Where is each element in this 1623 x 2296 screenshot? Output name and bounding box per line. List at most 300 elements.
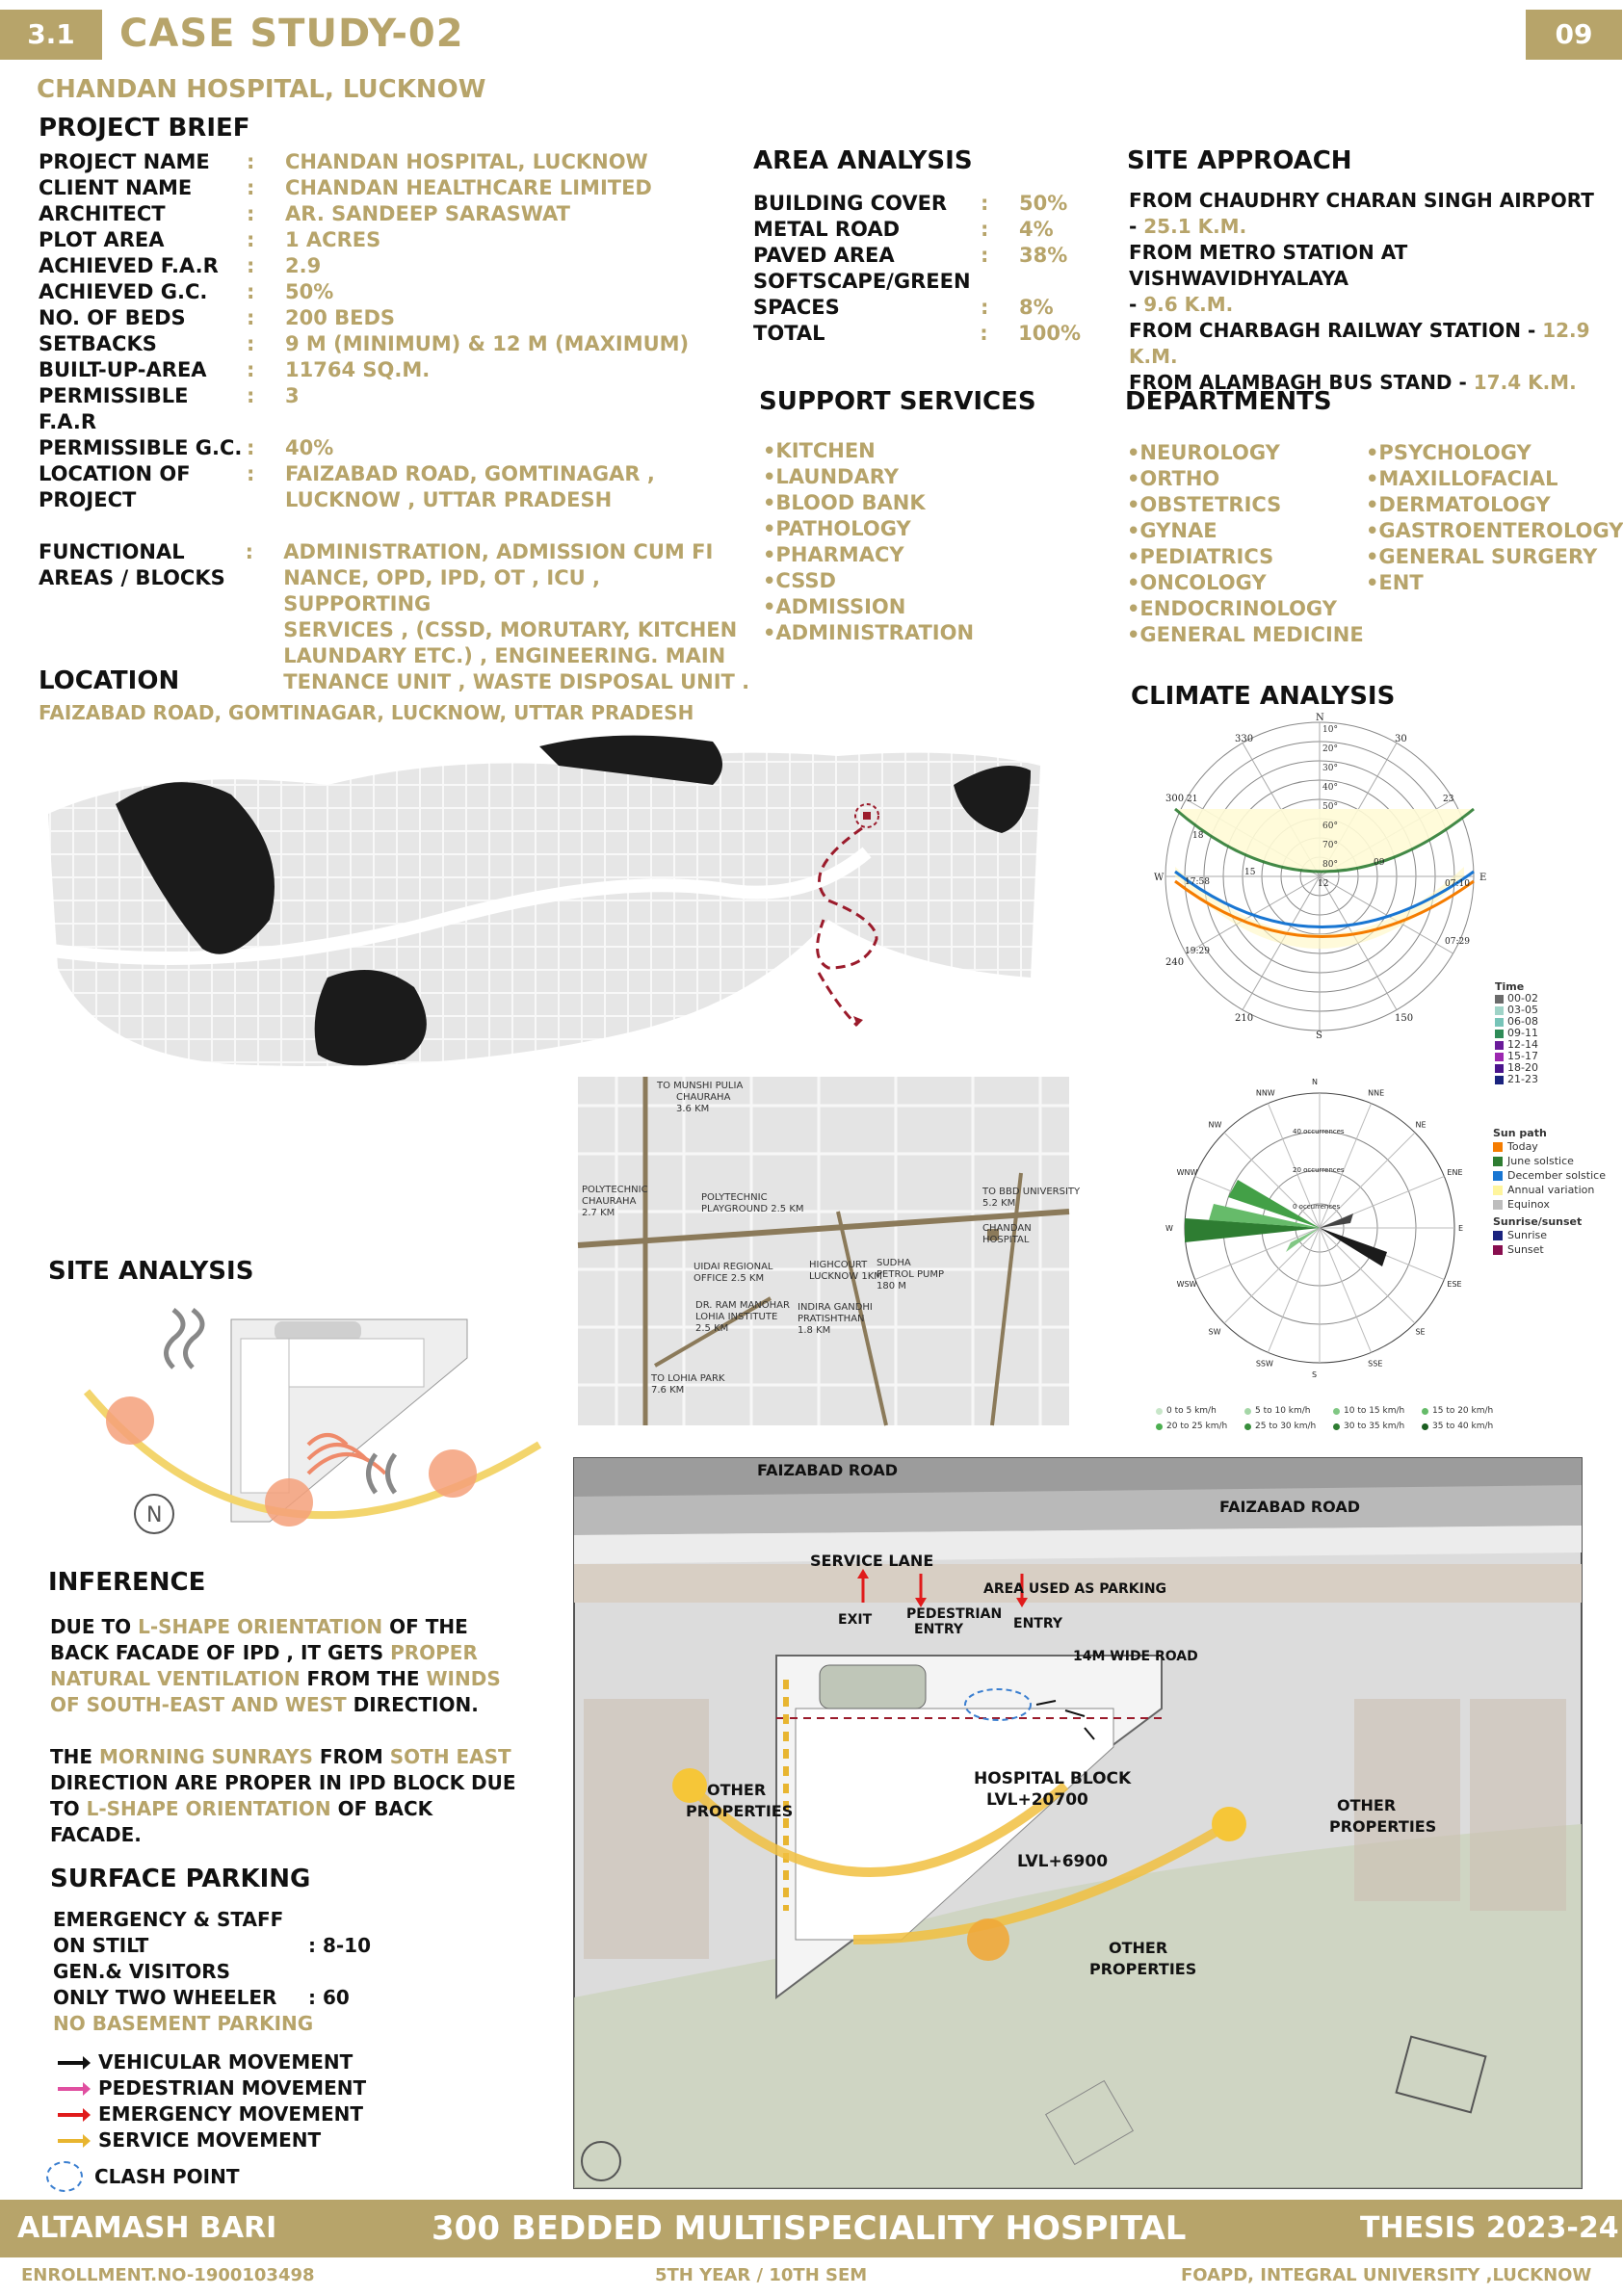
site-plan-label: HOSPITAL BLOCK — [974, 1769, 1132, 1788]
approach-line — [1129, 292, 1610, 318]
map-place-label: INDIRA GANDHI PRATISHTHAN 1.8 KM — [798, 1302, 873, 1336]
sun-ring-label: 20° — [1322, 744, 1338, 754]
brief-colon: : — [247, 202, 255, 225]
legend-arrow-icon — [58, 2113, 85, 2117]
site-plan-label: ENTRY — [914, 1622, 963, 1637]
brief-value: 9 M (MINIMUM) & 12 M (MAXIMUM) — [285, 332, 690, 355]
sun-right — [1212, 1807, 1246, 1841]
area-row — [753, 243, 1081, 269]
approach-line — [1129, 240, 1610, 292]
brief-row — [39, 331, 751, 357]
legend-swatch — [1495, 1076, 1504, 1084]
project-brief-heading: PROJECT BRIEF — [39, 114, 250, 143]
time-legend-label: 03-05 — [1507, 1004, 1538, 1016]
site-plan-label: OTHER — [1109, 1939, 1168, 1957]
sun-compass-label: 210 — [1235, 1013, 1254, 1024]
department-item: •ENDOCRINOLOGY — [1127, 597, 1337, 620]
approach-line — [1129, 318, 1610, 370]
wind-compass-label: ESE — [1447, 1280, 1462, 1290]
map-place-label: SUDHA PETROL PUMP 180 M — [877, 1258, 945, 1292]
inference-line — [50, 1666, 501, 1692]
inference-segment: BACK FACADE OF IPD , IT GETS — [50, 1641, 391, 1664]
time-legend-label: 06-08 — [1507, 1015, 1538, 1028]
parking-line-4-value: : 60 — [308, 1986, 350, 2009]
legend-swatch — [1244, 1408, 1251, 1415]
page-number-badge: 09 — [1526, 10, 1622, 60]
legend-swatch — [1156, 1408, 1163, 1415]
brief-key: PERMISSIBLE G.C. — [39, 436, 243, 459]
clash-point-label: CLASH POINT — [94, 2164, 240, 2188]
approach-text: FROM CHAUDHRY CHARAN SINGH AIRPORT — [1129, 189, 1594, 212]
functional-value-line: LAUNDARY ETC.) , ENGINEERING. MAIN — [283, 644, 726, 667]
wind-compass-label: SE — [1415, 1327, 1426, 1337]
site-plan-label: ENTRY — [1013, 1616, 1062, 1631]
legend-swatch — [1495, 1030, 1504, 1038]
college-name: FOAPD, INTEGRAL UNIVERSITY ,LUCKNOW — [1181, 2265, 1592, 2285]
department-item: •DERMATOLOGY — [1366, 493, 1551, 516]
site-plan-label: SERVICE LANE — [810, 1552, 934, 1570]
map-place-label: TO MUNSHI PULIA CHAURAHA 3.6 KM — [657, 1081, 744, 1114]
sun-compass-label: S — [1316, 1031, 1322, 1041]
area-key: SOFTSCAPE/GREEN — [753, 270, 971, 293]
sun-compass-label: 240 — [1165, 957, 1185, 968]
wind-compass-label: S — [1312, 1370, 1318, 1379]
parking-line-2: ON STILT — [53, 1934, 149, 1957]
wind-speed-label: 25 to 30 km/h — [1255, 1422, 1317, 1431]
legend-swatch — [1493, 1157, 1503, 1166]
legend-swatch — [1493, 1200, 1503, 1210]
sun-hour-label: 17:58 — [1185, 877, 1210, 887]
site-plan-label: LVL+20700 — [986, 1790, 1088, 1810]
brief-row — [39, 279, 751, 305]
sun-hour-label: 21 — [1187, 795, 1198, 804]
brief-colon: : — [247, 332, 255, 355]
support-service-item: •PHARMACY — [763, 543, 904, 566]
enrollment-number: ENROLLMENT.NO-1900103498 — [21, 2265, 315, 2285]
inference-segment: NATURAL VENTILATION — [50, 1667, 301, 1690]
brief-row — [39, 383, 751, 435]
author-name: ALTAMASH BARI — [17, 2211, 277, 2245]
inference-line — [50, 1822, 516, 1848]
legend-swatch — [1495, 1006, 1504, 1015]
brief-row — [39, 201, 751, 227]
area-row — [753, 191, 1081, 217]
project-subtitle: CHANDAN HOSPITAL, LUCKNOW — [37, 75, 486, 104]
time-legend — [1495, 980, 1538, 1085]
brief-colon: : — [247, 176, 255, 199]
legend-swatch — [1495, 1018, 1504, 1027]
legend-swatch — [1422, 1408, 1428, 1415]
sun-compass-label: W — [1154, 873, 1165, 883]
sun-ring-label: 40° — [1322, 783, 1338, 793]
brief-row — [39, 227, 751, 253]
inference-segment: OF BACK — [330, 1797, 433, 1820]
brief-row — [39, 305, 751, 331]
support-services-heading: SUPPORT SERVICES — [759, 387, 1036, 416]
parking-line-1: EMERGENCY & STAFF — [53, 1908, 284, 1931]
inference-segment: DIRECTION ARE PROPER IN IPD BLOCK DUE — [50, 1771, 516, 1794]
area-analysis-table — [753, 191, 1081, 347]
approach-text: FROM ALAMBAGH BUS STAND - — [1129, 371, 1474, 394]
functional-value-line: TENANCE UNIT , WASTE DISPOSAL UNIT . — [283, 670, 750, 693]
sun-noon — [265, 1478, 313, 1526]
brief-row — [39, 435, 751, 461]
surface-parking-table — [53, 1907, 438, 2037]
sunpath-legend-row — [1493, 1197, 1606, 1212]
brief-row — [39, 357, 751, 383]
approach-text: - — [1129, 215, 1144, 238]
legend-swatch — [1493, 1231, 1503, 1240]
brief-colon: : — [247, 254, 255, 277]
approach-text: FROM CHARBAGH RAILWAY STATION - — [1129, 319, 1543, 342]
inference-segment: FROM — [312, 1745, 390, 1768]
approach-distance: 12.9 K.M. — [1129, 319, 1590, 368]
parking-line-2-value: : 8-10 — [308, 1934, 372, 1957]
wind-speed-label: 15 to 20 km/h — [1432, 1406, 1494, 1416]
inference-segment: SOTH EAST — [389, 1745, 511, 1768]
functional-value-line: ADMINISTRATION, ADMISSION CUM FI — [283, 540, 714, 563]
area-colon: : — [981, 218, 989, 241]
brief-value: 50% — [285, 280, 334, 303]
location-key-1: LOCATION OF — [39, 462, 191, 485]
area-colon — [981, 269, 1019, 295]
site-plan-label: EXIT — [838, 1612, 873, 1628]
area-value: 50% — [1019, 192, 1068, 215]
approach-distance: 9.6 K.M. — [1143, 293, 1234, 316]
area-key: METAL ROAD — [753, 218, 901, 241]
department-item: •MAXILLOFACIAL — [1366, 467, 1558, 490]
brief-key: NO. OF BEDS — [39, 306, 186, 329]
wind-speed-label: 30 to 35 km/h — [1344, 1422, 1405, 1431]
sunpath-legend-label: Sunset — [1507, 1243, 1544, 1256]
brief-colon: : — [247, 358, 255, 381]
site-approach-heading: SITE APPROACH — [1127, 146, 1352, 175]
legend-row — [58, 2049, 366, 2075]
department-item: •NEUROLOGY — [1127, 441, 1280, 464]
location-map — [39, 727, 1050, 1079]
area-colon: : — [981, 192, 989, 215]
inference-segment: FACADE. — [50, 1823, 142, 1846]
functional-key-2: AREAS / BLOCKS — [39, 566, 225, 589]
area-value: 4% — [1019, 218, 1054, 241]
brief-colon: : — [247, 384, 255, 407]
sun-east — [106, 1396, 154, 1445]
approach-distance: 17.4 K.M. — [1473, 371, 1577, 394]
wind-speed-legend — [1156, 1406, 1522, 1437]
wind-compass-label: NNE — [1368, 1088, 1385, 1098]
wind-speed-item — [1422, 1422, 1510, 1431]
inference-line — [50, 1692, 501, 1718]
legend-row — [58, 2075, 366, 2101]
sun-compass-label: 150 — [1395, 1013, 1414, 1024]
sun-ring-label: 70° — [1322, 841, 1338, 850]
brief-key: CLIENT NAME — [39, 176, 193, 199]
wind-compass-label: W — [1165, 1224, 1173, 1233]
project-brief-table: PROJECT NAME : CHANDAN HOSPITAL, LUCKNOW CLIENT NAME : CHANDAN HEALTHCARE LIMITED ARCHITECT : AR. SANDEEP SARASWAT PLOT AREA : 1 ACRES ACHIEVED F.A.R : 2.9 ACHIEVED G.C. : 50% NO. OF BEDS : 200 BEDS SETBACKS : 9 M (MINIMUM) & 12 M (MAXIMUM) BUILT-UP-AREA : 11764 SQ.M. PERMISSIBLE F.A.R : 3 PERMISSIBLE G.C. : 40% LOCATION OF PROJECT : FAIZABAD ROAD, GOMTINAGAR , LUCKNOW , UTTAR PRADESH FUNCTIONAL AREAS / BLOCKS : ADMINISTRATION, ADMISSION CUM FI NANCE, OPD, IPD, OT , ICU , SUPPORTING SERVICES , (CSSD, MORUTARY, KITCHEN LAUNDARY ETC.) , ENGINEERING. MAIN TENANCE UNIT , WASTE DISPOSAL UNIT . — [39, 150, 750, 693]
inference-segment: FROM THE — [300, 1667, 427, 1690]
sun-hour-label: 18 — [1192, 831, 1204, 841]
time-legend-label: 21-23 — [1507, 1073, 1538, 1085]
site-plan-label: PROPERTIES — [1329, 1817, 1437, 1836]
sunpath-legend-row — [1493, 1228, 1606, 1242]
functional-value-line: SERVICES , (CSSD, MORUTARY, KITCHEN — [283, 618, 738, 641]
wind-compass-label: N — [1312, 1078, 1318, 1086]
inference-segment: OF SOUTH-EAST AND WEST — [50, 1693, 347, 1716]
legend-row — [58, 2101, 366, 2127]
inference-heading: INFERENCE — [48, 1568, 206, 1597]
wind-compass-label: SW — [1208, 1327, 1221, 1337]
time-legend-row — [1495, 1074, 1538, 1085]
sun-ring-label: 50° — [1322, 802, 1338, 812]
departments-list-1 — [1127, 440, 1364, 648]
clash-point-legend — [46, 2161, 240, 2192]
sun-left — [672, 1768, 707, 1803]
sunpath-legend-title: Sun path — [1493, 1127, 1547, 1139]
legend-swatch — [1495, 1064, 1504, 1073]
site-plan-label: AREA USED AS PARKING — [983, 1581, 1167, 1597]
brief-key: PROJECT NAME — [39, 150, 210, 173]
legend-swatch — [1493, 1186, 1503, 1195]
time-legend-label: 15-17 — [1507, 1050, 1538, 1062]
wind-compass-label: NE — [1415, 1120, 1427, 1130]
approach-text: - — [1129, 293, 1144, 316]
map-place-label: POLYTECHNIC PLAYGROUND 2.5 KM — [701, 1192, 804, 1214]
brief-key: PERMISSIBLE F.A.R — [39, 384, 189, 433]
wind-speed-label: 35 to 40 km/h — [1432, 1422, 1494, 1431]
brief-value: 11764 SQ.M. — [285, 358, 431, 381]
brief-key: ACHIEVED F.A.R — [39, 254, 219, 277]
area-row — [753, 217, 1081, 243]
parking-line-5: NO BASEMENT PARKING — [53, 2012, 314, 2035]
site-plan-label: LVL+6900 — [1017, 1852, 1109, 1871]
legend-swatch — [1333, 1423, 1340, 1430]
brief-key: ARCHITECT — [39, 202, 166, 225]
site-plan-label: OTHER — [1337, 1796, 1397, 1814]
inference-line — [50, 1770, 516, 1796]
map-place-label: CHANDAN HOSPITAL — [982, 1223, 1032, 1245]
wind-ring-label: 40 occurrences — [1293, 1128, 1345, 1135]
wind-speed-label: 5 to 10 km/h — [1255, 1406, 1311, 1416]
brief-key: ACHIEVED G.C. — [39, 280, 208, 303]
sun-ring-label: 10° — [1322, 725, 1338, 735]
brief-value: 3 — [285, 384, 300, 407]
wind-speed-item — [1422, 1406, 1510, 1416]
inference-segment: THE — [50, 1745, 100, 1768]
department-item: •GENERAL SURGERY — [1366, 545, 1598, 568]
area-key: PAVED AREA — [753, 244, 895, 267]
area-value: 8% — [1019, 296, 1054, 319]
sunpath-legend-label: December solstice — [1507, 1169, 1606, 1182]
sun-hour-label: 23 — [1443, 795, 1454, 804]
brief-value: 200 BEDS — [285, 306, 396, 329]
sun-hour-label: 07:29 — [1445, 937, 1470, 947]
brief-colon: : — [247, 306, 255, 329]
map-place-label: POLYTECHNIC CHAURAHA 2.7 KM — [582, 1185, 648, 1218]
legend-swatch — [1244, 1423, 1251, 1430]
site-plan-label: FAIZABAD ROAD — [1219, 1498, 1360, 1516]
time-legend-label: 09-11 — [1507, 1027, 1538, 1039]
legend-swatch — [1156, 1423, 1163, 1430]
sunpath-legend-label: June solstice — [1507, 1155, 1574, 1167]
dense-area-4 — [315, 970, 427, 1065]
sun-ring-label: 60° — [1322, 822, 1338, 831]
department-item: •PEDIATRICS — [1127, 545, 1274, 568]
inference-line — [50, 1640, 501, 1666]
svg-text:N: N — [146, 1503, 163, 1527]
legend-arrow-icon — [58, 2061, 85, 2065]
sunpath-legend-label: Equinox — [1507, 1198, 1550, 1211]
sun-compass-label: 30 — [1395, 734, 1407, 744]
sunrise-legend-title: Sunrise/sunset — [1493, 1215, 1583, 1228]
support-service-item: •BLOOD BANK — [763, 491, 926, 514]
department-item: •PSYCHOLOGY — [1366, 441, 1531, 464]
site-plan-label: OTHER — [707, 1781, 767, 1799]
legend-swatch — [1493, 1142, 1503, 1152]
site-plan-label: PROPERTIES — [1089, 1960, 1197, 1978]
wind-speed-item — [1244, 1406, 1333, 1416]
legend-swatch — [1495, 995, 1504, 1004]
area-key: TOTAL — [753, 322, 825, 345]
footer — [0, 2200, 1622, 2296]
semester: 5TH YEAR / 10TH SEM — [655, 2265, 868, 2285]
inference-segment: WINDS — [426, 1667, 501, 1690]
departments-list-2 — [1366, 440, 1623, 596]
legend-label: VEHICULAR MOVEMENT — [98, 2050, 353, 2074]
brief-key: PLOT AREA — [39, 228, 165, 251]
area-context-map — [578, 1077, 1081, 1425]
wind-ring-label: 20 occurrences — [1293, 1166, 1345, 1174]
brief-value: 1 ACRES — [285, 228, 381, 251]
area-analysis-heading: AREA ANALYSIS — [753, 146, 973, 175]
departments-heading: DEPARTMENTS — [1125, 387, 1332, 416]
support-service-item: •KITCHEN — [763, 439, 876, 462]
legend-swatch — [1495, 1041, 1504, 1050]
area-colon: : — [981, 244, 989, 267]
sunpath-legend-label: Annual variation — [1507, 1184, 1595, 1196]
area-colon: : — [981, 296, 989, 319]
legend-row — [58, 2127, 366, 2153]
brief-colon: : — [247, 150, 255, 173]
inference-segment: L-SHAPE ORIENTATION — [86, 1797, 331, 1820]
movement-legend — [58, 2049, 366, 2153]
climate-analysis-heading: CLIMATE ANALYSIS — [1131, 682, 1396, 711]
inference-segment: PROPER — [390, 1641, 478, 1664]
map-place-label: HIGHCOURT LUCKNOW 1KM — [809, 1260, 882, 1282]
sun-west — [429, 1449, 477, 1498]
inference-segment: OF THE — [382, 1615, 468, 1638]
legend-arrow-icon — [58, 2139, 85, 2143]
approach-line — [1129, 214, 1610, 240]
approach-distance: 25.1 K.M. — [1143, 215, 1247, 238]
sun-hour-label: 09 — [1374, 858, 1385, 868]
wind-compass-label: SSW — [1255, 1359, 1273, 1369]
sun-compass-label: E — [1479, 873, 1487, 883]
area-row — [753, 295, 1081, 321]
wind-compass-label: NW — [1208, 1120, 1222, 1130]
parking-line-3: GEN.& VISITORS — [53, 1960, 231, 1983]
sunpath-legend — [1493, 1127, 1606, 1257]
department-item: •OBSTETRICS — [1127, 493, 1282, 516]
sun-compass-label: N — [1316, 713, 1324, 723]
sun-hour-label: 15 — [1244, 868, 1256, 877]
location-address: FAIZABAD ROAD, GOMTINAGAR, LUCKNOW, UTTAR PRADESH — [39, 701, 694, 724]
thesis-project-title: 300 BEDDED MULTISPECIALITY HOSPITAL — [432, 2209, 1187, 2248]
support-services-list — [763, 438, 974, 646]
department-item: •GENERAL MEDICINE — [1127, 623, 1364, 646]
surface-parking-heading: SURFACE PARKING — [50, 1865, 311, 1893]
sunpath-legend-row — [1493, 1242, 1606, 1257]
brief-row — [39, 253, 751, 279]
wind-compass-label: SSE — [1368, 1359, 1383, 1369]
inference-segment: TO — [50, 1797, 87, 1820]
clash-point-icon — [46, 2161, 83, 2192]
department-item: •GASTROENTEROLOGY — [1366, 519, 1623, 542]
sunpath-legend-label: Today — [1507, 1140, 1538, 1153]
wind-ring-label: 0 occurrences — [1293, 1203, 1341, 1211]
legend-swatch — [1333, 1408, 1340, 1415]
location-key-2: PROJECT — [39, 488, 137, 511]
sunpath-legend-row — [1493, 1183, 1606, 1197]
sun-path-diagram — [1137, 713, 1503, 1040]
inference-segment: MORNING SUNRAYS — [99, 1745, 313, 1768]
wind-speed-label: 10 to 15 km/h — [1344, 1406, 1405, 1416]
wind-speed-label: 20 to 25 km/h — [1166, 1422, 1228, 1431]
wind-rose-diagram — [1146, 1074, 1493, 1382]
legend-label: PEDESTRIAN MOVEMENT — [98, 2076, 367, 2100]
brief-colon: : — [247, 436, 255, 459]
department-item: •GYNAE — [1127, 519, 1217, 542]
wind-speed-item — [1333, 1406, 1422, 1416]
section-number-badge: 3.1 — [0, 10, 102, 60]
sun-hour-label: 07:10 — [1445, 879, 1470, 889]
brief-row — [39, 149, 751, 175]
approach-line — [1129, 188, 1610, 214]
brief-value: 40% — [285, 436, 334, 459]
area-colon: : — [980, 322, 988, 345]
legend-label: SERVICE MOVEMENT — [98, 2128, 322, 2152]
area-key: SPACES — [753, 296, 840, 319]
sun-bottom — [967, 1918, 1009, 1961]
wind-speed-item — [1244, 1422, 1333, 1431]
support-service-item: •PATHOLOGY — [763, 517, 911, 540]
legend-label: EMERGENCY MOVEMENT — [98, 2102, 364, 2126]
time-legend-label: 12-14 — [1507, 1038, 1538, 1051]
support-service-item: •LAUNDARY — [763, 465, 899, 488]
inference-segment: DIRECTION. — [346, 1693, 479, 1716]
sun-compass-label: 300 — [1165, 794, 1185, 804]
department-item: •ENT — [1366, 571, 1424, 594]
map-place-label: TO LOHIA PARK 7.6 KM — [651, 1373, 725, 1396]
wind-compass-label: WNW — [1176, 1167, 1198, 1177]
sun-ring-label: 80° — [1322, 860, 1338, 870]
wind-compass-label: E — [1458, 1224, 1464, 1233]
page-title: CASE STUDY-02 — [119, 12, 464, 56]
approach-text: FROM METRO STATION AT VISHWAVIDHYALAYA — [1129, 241, 1408, 290]
wind-speed-item — [1156, 1422, 1244, 1431]
time-legend-label: 00-02 — [1507, 992, 1538, 1004]
brief-value: CHANDAN HEALTHCARE LIMITED — [285, 176, 652, 199]
brief-key: BUILT-UP-AREA — [39, 358, 207, 381]
brief-value: AR. SANDEEP SARASWAT — [285, 202, 570, 225]
sun-ring-label: 30° — [1322, 764, 1338, 773]
inference-segment: L-SHAPE ORIENTATION — [138, 1615, 383, 1638]
site-plan — [574, 1458, 1582, 2188]
inference-segment: DUE TO — [50, 1615, 139, 1638]
inference-line — [50, 1744, 516, 1770]
sunpath-legend-label: Sunrise — [1507, 1229, 1548, 1241]
sun-hour-label: 12 — [1318, 879, 1329, 889]
area-row — [753, 321, 1081, 347]
